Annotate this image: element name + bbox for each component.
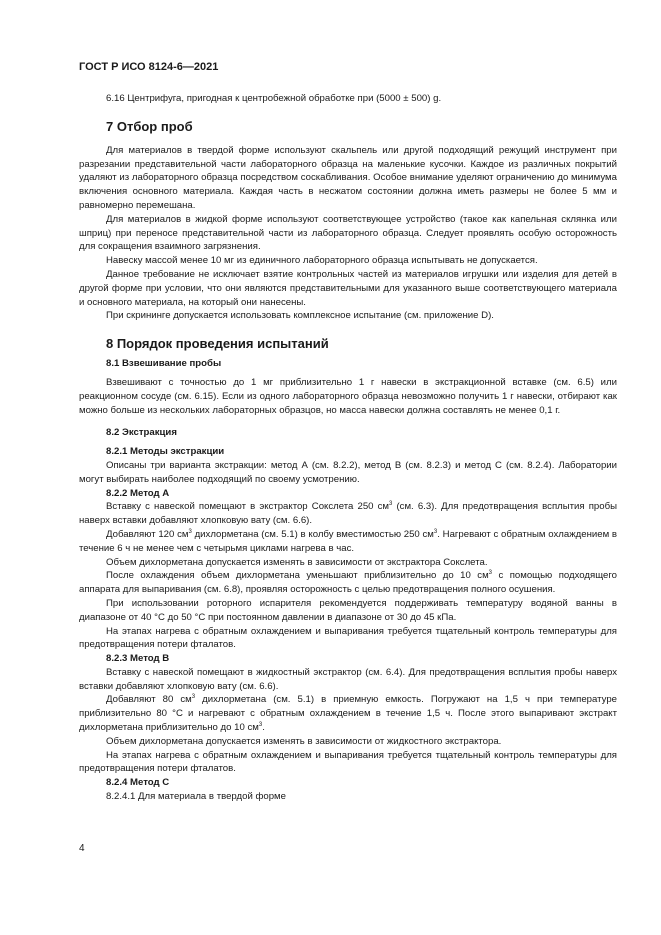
superscript: 3 [258, 721, 263, 728]
section-8-title: 8 Порядок проведения испытаний [106, 336, 329, 352]
method-a-paragraph-5: При использовании роторного испарителя рекомендуется поддерживать температуру водяной ванны в диапазоне от 40 °С до 50 °С при постоянном давлении в диапазоне от 30 до 45 кПа. [79, 597, 617, 623]
superscript: 3 [191, 694, 196, 701]
subsection-8-2-title: 8.2 Экстракция [106, 427, 177, 439]
section-7-title: 7 Отбор проб [106, 118, 193, 134]
method-b-paragraph-3: Объем дихлорметана допускается изменять в зависимости от жидкостного экстрактора. [106, 735, 502, 747]
text-run: с помощью подходящего аппарата для выпаривания (см. 6.8), проявляя осторожность с целью предотвращения полного осушения. [79, 570, 617, 596]
subsection-8-2-1-title: 8.2.1 Методы экстракции [106, 446, 225, 458]
section-7-paragraph-4: Данное требование не исключает взятие контрольных частей из материалов игрушки или изделия для детей в другой форме при условии, что они являются представительными для указанного выше соответствующего материала и основного материала, на который они нанесены. [79, 268, 617, 308]
subsection-8-2-2-title: 8.2.2 Метод А [106, 487, 170, 499]
text-run: После охлаждения объем дихлорметана уменьшают приблизительно до 10 см [106, 570, 489, 582]
text-run: Добавляют 120 см [106, 528, 189, 540]
page-number: 4 [79, 843, 85, 854]
clause-6-16: 6.16 Центрифуга, пригодная к центробежной обработке при (5000 ± 500) g. [106, 93, 442, 104]
text-run: дихлорметана (см. 5.1) в колбу вместимостью 250 см [191, 528, 434, 540]
method-b-paragraph-1: Вставку с навеской помещают в жидкостный экстрактор (см. 6.4). Для предотвращения всплытия пробы наверх вставки добавляют хлопковую вату (см. 6.6). [79, 666, 617, 692]
text-run: . Нагревают с обратным охлаждением в течение 6 ч не менее чем с четырьмя циклами нагрева в час. [79, 528, 617, 554]
document-header: ГОСТ Р ИСО 8124-6—2021 [79, 61, 219, 73]
method-a-paragraph-1 [79, 500, 617, 528]
text-run: Добавляют 80 см [106, 694, 192, 706]
text-run: . [262, 722, 265, 734]
text-run: Вставку с навеской помещают в экстрактор Сокслета 250 см [106, 501, 389, 513]
section-7-paragraph-5: При скрининге допускается использовать комплексное испытание (см. приложение D). [106, 310, 494, 322]
subsection-8-2-3-title: 8.2.3 Метод В [106, 653, 170, 665]
subsection-8-1-paragraph: Взвешивают с точностью до 1 мг приблизительно 1 г навески в экстракционной вставке (см. 6.5) или реакционном сосуде (см. 6.15). Если из одного лабораторного образца невозможно получить 1 г навески, отбирают как можно больше из нескольких лабораторных образцов, но масса навески должна составлять не менее 0,1 г. [79, 376, 617, 416]
document-body [79, 92, 617, 804]
section-7-paragraph-3: Навеску массой менее 10 мг из единичного лабораторного образца испытывать не допускается. [106, 255, 538, 267]
subsection-8-2-4-1: 8.2.4.1 Для материала в твердой форме [106, 791, 286, 803]
subsection-8-2-1-paragraph: Описаны три варианта экстракции: метод А (см. 8.2.2), метод В (см. 8.2.3) и метод С (см. 8.2.4). Лаборатории могут выбирать наиболее подходящий по своему усмотрению. [79, 459, 617, 485]
method-b-paragraph-4: На этапах нагрева с обратным охлаждением и выпаривания требуется тщательный контроль температуры для предотвращения потери фталатов. [79, 749, 617, 775]
method-a-paragraph-3: Объем дихлорметана допускается изменять в зависимости от экстрактора Сокслета. [106, 556, 488, 568]
subsection-8-1-title: 8.1 Взвешивание пробы [106, 358, 222, 370]
superscript: 3 [433, 528, 438, 535]
superscript: 3 [389, 501, 393, 508]
superscript: 3 [188, 528, 192, 535]
text-run: дихлорметана (см. 5.1) в приемную емкость. Погружают на 1,5 ч при температуре приблизительно 80 °С и нагревают с обратным охлаждением в течение 1,5 ч. После этого выпаривают экстракт дихлорметана приблизительно до 10 см [79, 694, 618, 734]
subsection-8-2-4-title: 8.2.4 Метод С [106, 777, 170, 789]
superscript: 3 [488, 570, 493, 577]
method-a-paragraph-4 [79, 569, 617, 597]
method-a-paragraph-6: На этапах нагрева с обратным охлаждением и выпаривания требуется тщательный контроль температуры для предотвращения потери фталатов. [79, 625, 617, 651]
text-run: (см. 6.3). Для предотвращения всплытия пробы наверх вставки добавляют хлопковую вату (см. 6.6). [79, 501, 617, 527]
section-7-paragraph-1: Для материалов в твердой форме используют скальпель или другой подходящий режущий инструмент при разрезании представительной части лабораторного образца на маленькие кусочки. Каждое из различных покрытий удаляют из лабораторного образца посредством соскабливания. Особое внимание уделяют ограничению до минимума включения основного материала. Каждая часть в несжатом состоянии должна иметь размеры не более 5 мм и равномерно перемешана. [79, 144, 617, 211]
method-b-paragraph-2 [79, 693, 617, 734]
method-a-paragraph-2 [79, 528, 617, 556]
section-7-paragraph-2: Для материалов в жидкой форме используют соответствующее устройство (такое как капельная склянка или шприц) при переносе представительной части из лабораторного образца. Следует проявлять особую осторожность для сокращения взаимного загрязнения. [79, 213, 617, 253]
